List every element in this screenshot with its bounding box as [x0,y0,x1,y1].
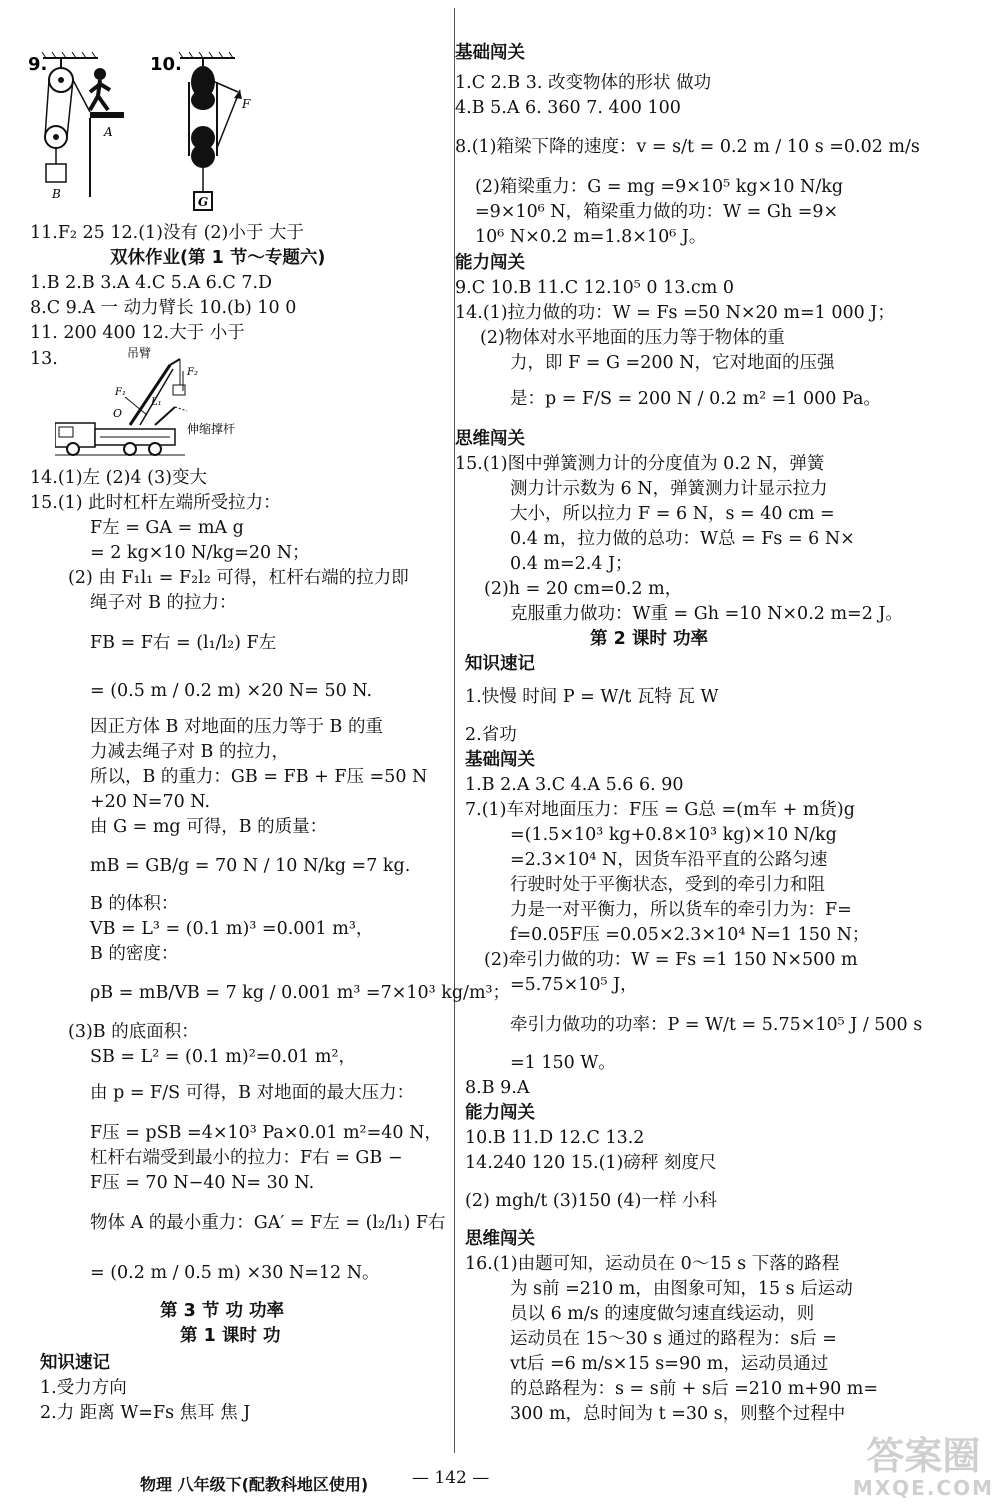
right-text-line: (2)牵引力做的功：W = Fs =1 150 N×500 m [484,950,858,970]
right-text-line: 思维闯关 [465,1229,535,1249]
left-text-line: B 的体积： [90,894,179,914]
fig9-label: 9. [28,54,48,75]
left-text-line: 所以，B 的重力：GB = FB + F压 =50 N [90,767,428,787]
left-text-line: 11.F₂ 25 12.(1)没有 (2)小于 大于 [30,223,304,243]
right-text-line: 能力闯关 [455,253,525,273]
fig13-F2: F₂ [187,367,198,378]
left-text-line: 14.(1)左 (2)4 (3)变大 [30,468,207,488]
left-text-line: FB = F右 = (l₁/l₂) F左 [90,633,277,653]
right-text-line: 测力计示数为 6 N，弹簧测力计显示拉力 [510,479,828,499]
left-text-line: = (0.2 m / 0.5 m) ×30 N=12 N。 [90,1263,380,1283]
left-text-line: 知识速记 [40,1353,110,1373]
left-text-line: B 的密度： [90,944,179,964]
right-text-line: (2)箱梁重力：G = mg =9×10⁵ kg×10 N/kg [475,177,844,197]
right-text-line: =5.75×10⁵ J， [510,975,638,995]
right-text-line: 员以 6 m/s 的速度做匀速直线运动，则 [510,1304,815,1324]
fig9-B: B [52,187,61,201]
right-text-line: 10.B 11.D 12.C 13.2 [465,1128,645,1148]
fig10-F: F [242,97,251,111]
right-text-line: f=0.05F压 =0.05×2.3×10⁴ N=1 150 N； [510,925,870,945]
left-text-line: 11. 200 400 12.大于 小于 [30,323,245,343]
left-text-line: 8.C 9.A 一 动力臂长 10.(b) 10 0 [30,298,297,318]
right-text-line: 2.省功 [465,725,517,745]
right-text-line: 大小，所以拉力 F = 6 N，s = 40 cm = [510,504,835,524]
figure-13-crane [55,345,265,464]
right-text-line: 为 s前 =210 m，由图象可知，15 s 后运动 [510,1279,853,1299]
right-text-line: 基础闯关 [465,750,535,770]
pulley-diagram-10 [150,52,260,217]
right-text-line: =9×10⁶ N，箱梁重力做的功：W = Gh =9× [475,202,839,222]
right-text-line: 10⁶ N×0.2 m=1.8×10⁶ J。 [475,227,707,247]
right-text-line: 力，即 F = G =200 N，它对地面的压强 [510,353,835,373]
right-text-line: 1.B 2.A 3.C 4.A 5.6 6. 90 [465,775,684,795]
right-text-line: =(1.5×10³ kg+0.8×10³ kg)×10 N/kg [510,825,837,845]
right-text-line: 1.快慢 时间 P = W/t 瓦特 瓦 W [465,687,719,707]
left-text-line: 1.B 2.B 3.A 4.C 5.A 6.C 7.D [30,273,273,293]
right-text-line: 基础闯关 [455,43,525,63]
left-text-line: +20 N=70 N. [90,792,211,812]
left-text-line: 15.(1) 此时杠杆左端所受拉力： [30,493,281,513]
right-text-line: 9.C 10.B 11.C 12.10⁵ 0 13.cm 0 [455,278,734,298]
right-text-line: 4.B 5.A 6. 360 7. 400 100 [455,98,681,118]
right-text-line: 牵引力做功的功率：P = W/t = 5.75×10⁵ J / 500 s [510,1015,923,1035]
left-text-line: 第 3 节 功 功率 [160,1301,285,1321]
fig13-arm-label: 吊臂 [127,346,152,360]
crane-diagram [55,345,265,460]
left-text-line: F压 = pSB =4×10³ Pa×0.01 m²=40 N， [90,1123,442,1143]
watermark-url: MXQE.COM [852,1476,994,1500]
left-text-line: 因正方体 B 对地面的压力等于 B 的重 [90,717,383,737]
fig10-G: G [198,195,209,209]
left-text-line: 杠杆右端受到最小的拉力：F右 = GB − [90,1148,403,1168]
right-text-line: 1.C 2.B 3. 改变物体的形状 做功 [455,73,712,93]
fig13-F1: F₁ [115,387,126,398]
right-text-line: 行驶时处于平衡状态，受到的牵引力和阻 [510,875,825,895]
right-text-line: 的总路程为：s = s前 + s后 =210 m+90 m= [510,1379,879,1399]
left-text-line: F压 = 70 N−40 N= 30 N. [90,1173,315,1193]
figure-9 [28,52,143,206]
right-text-line: (2)h = 20 cm=0.2 m， [484,579,683,599]
right-text-line: 8.B 9.A [465,1078,530,1098]
right-text-line: =1 150 W。 [510,1053,616,1073]
fig9-A: A [104,125,113,139]
left-text-line: = (0.5 m / 0.2 m) ×20 N= 50 N. [90,681,373,701]
right-text-line: 0.4 m=2.4 J； [510,554,633,574]
right-text-line: 能力闯关 [465,1103,535,1123]
right-text-line: 7.(1)车对地面压力：F压 = G总 =(m车 + m货)g [465,800,855,820]
right-text-line: 15.(1)图中弹簧测力计的分度值为 0.2 N，弹簧 [455,454,825,474]
right-text-line: 14.240 120 15.(1)磅秤 刻度尺 [465,1153,717,1173]
fig13-O: O [113,407,123,420]
right-text-line: 是：p = F/S = 200 N / 0.2 m² =1 000 Pa。 [510,389,881,409]
pulley-diagram-9 [28,52,143,202]
left-text-line: F左 = GA = mA g [90,518,244,538]
left-text-line: 第 1 课时 功 [180,1326,281,1346]
fig13-L1: L₁ [151,397,162,408]
fig10-label: 10. [150,54,182,75]
left-text-line: 力减去绳子对 B 的拉力， [90,742,289,762]
right-text-line: 力是一对平衡力，所以货车的牵引力为：F= [510,900,852,920]
right-text-line: 思维闯关 [455,429,525,449]
right-text-line: 知识速记 [465,654,535,674]
left-text-line: 双休作业(第 1 节～专题六) [110,248,326,268]
right-text-line: (2)物体对水平地面的压力等于物体的重 [480,328,785,348]
left-text-line: 由 p = F/S 可得，B 对地面的最大压力： [90,1083,415,1103]
left-text-line: 13. [30,349,58,369]
left-text-line: 绳子对 B 的拉力： [90,593,237,613]
left-text-line: (3)B 的底面积： [68,1022,199,1042]
right-text-line: (2) mgh/t (3)150 (4)一样 小科 [465,1191,718,1211]
left-text-line: SB = L² = (0.1 m)²=0.01 m²， [90,1047,357,1067]
figure-10 [150,52,260,221]
right-text-line: 300 m，总时间为 t =30 s，则整个过程中 [510,1404,846,1424]
right-text-line: vt后 =6 m/s×15 s=90 m，运动员通过 [510,1354,829,1374]
right-text-line: 运动员在 15～30 s 通过的路程为：s后 = [510,1329,837,1349]
left-text-line: 1.受力方向 [40,1378,127,1398]
left-text-line: = 2 kg×10 N/kg=20 N； [90,543,310,563]
footer-subject: 物理 八年级下(配教科地区使用) [140,1475,369,1494]
right-text-line: 16.(1)由题可知，运动员在 0～15 s 下落的路程 [465,1254,840,1274]
column-divider [454,8,455,1453]
left-text-line: 物体 A 的最小重力：GA′ = F左 = (l₂/l₁) F右 [90,1213,446,1233]
left-text-line: 由 G = mg 可得，B 的质量： [90,817,328,837]
page-number: — 142 — [412,1468,490,1488]
right-text-line: =2.3×10⁴ N，因货车沿平直的公路匀速 [510,850,828,870]
watermark-logo: 答案圈 [866,1434,981,1478]
right-text-line: 克服重力做功：W重 = Gh =10 N×0.2 m=2 J。 [510,604,903,624]
left-text-line: ρB = mB/VB = 7 kg / 0.001 m³ =7×10³ kg/m³； [90,983,511,1003]
watermark [853,1436,994,1500]
right-text-line: 0.4 m，拉力做的总功：W总 = Fs = 6 N× [510,529,855,549]
left-text-line: 2.力 距离 W=Fs 焦耳 焦 J [40,1403,251,1423]
left-text-line: (2) 由 F₁l₁ = F₂l₂ 可得，杠杆右端的拉力即 [68,568,409,588]
left-text-line: mB = GB/g = 70 N / 10 N/kg =7 kg. [90,856,411,876]
left-text-line: VB = L³ = (0.1 m)³ =0.001 m³， [90,919,374,939]
fig13-rod-label: 伸缩撑杆 [187,422,236,436]
right-text-line: 14.(1)拉力做的功：W = Fs =50 N×20 m=1 000 J； [455,303,895,323]
right-text-line: 第 2 课时 功率 [590,629,708,649]
right-text-line: 8.(1)箱梁下降的速度：v = s/t = 0.2 m / 10 s =0.02 m/s [455,137,920,157]
